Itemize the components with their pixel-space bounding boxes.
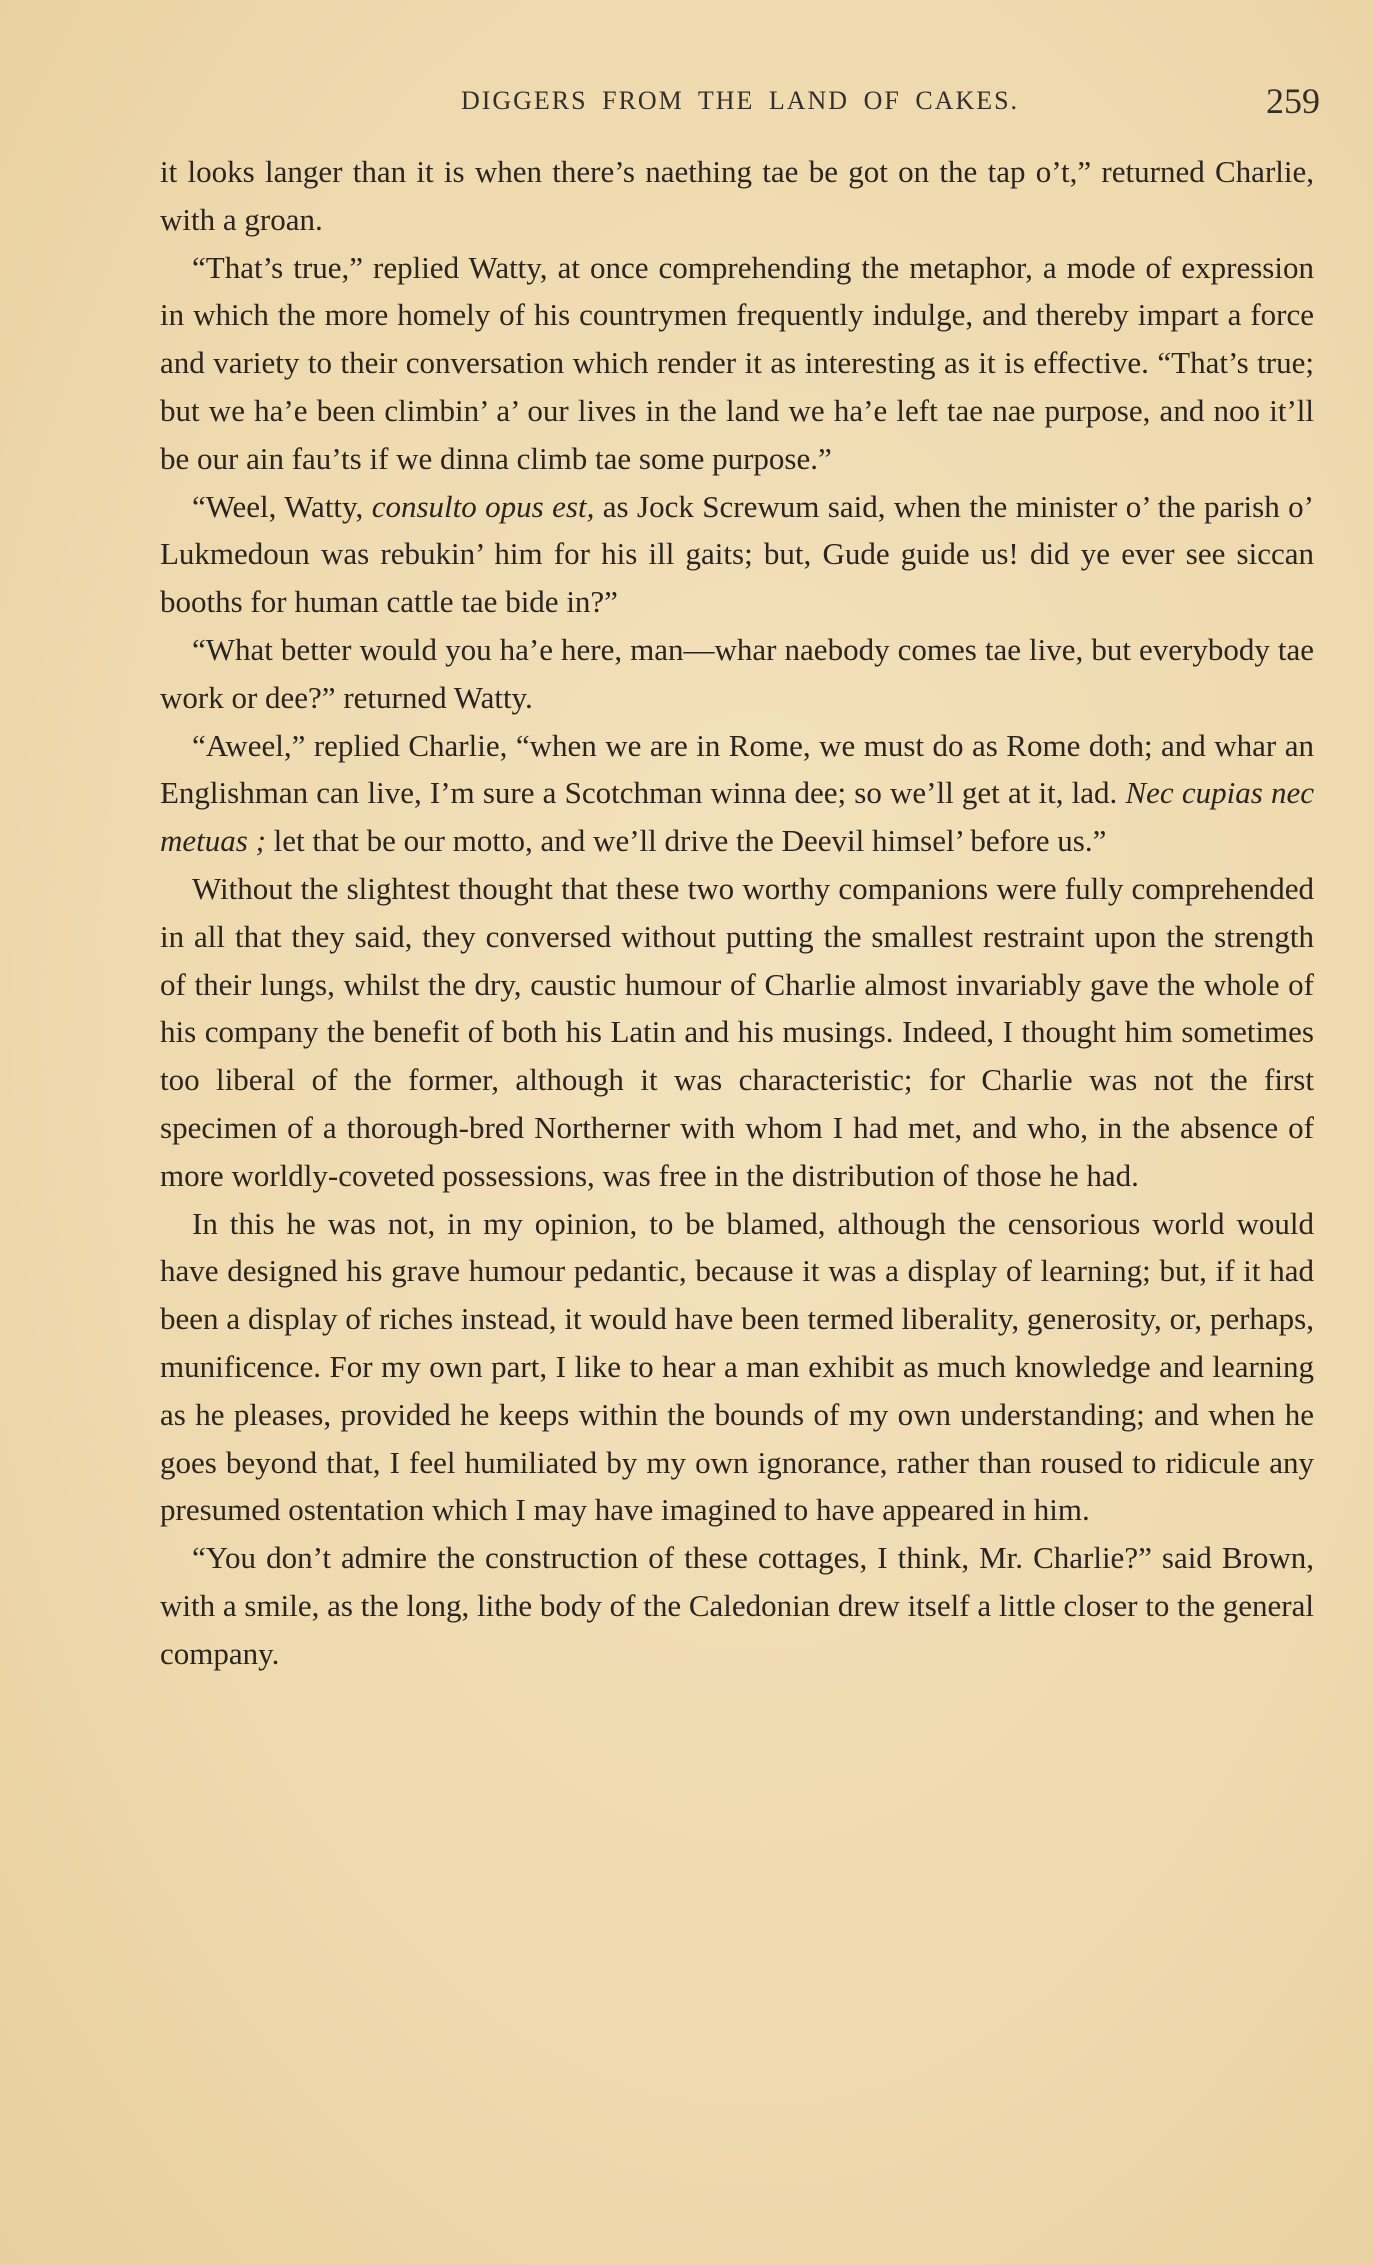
running-title: DIGGERS FROM THE LAND OF CAKES. xyxy=(460,86,1020,115)
paragraph: “You don’t admire the construction of these cottages, I think, Mr. Charlie?” said Brown, with a smile, as the long, lithe body of the Caledonian drew itself a little closer to the general company. xyxy=(160,1540,1314,1671)
body-text xyxy=(160,148,1314,1678)
paragraph xyxy=(160,722,1314,865)
paragraph: In this he was not, in my opinion, to be blamed, although the censorious world would have designed his grave humour pedantic, because it was a display of learning; but, if it had been a display of riches instead, it would have been termed liberality, generosity, or, perhaps, munificence. For my own part, I like to hear a man exhibit as much knowledge and learning as he pleases, provided he keeps within the bounds of my own understanding; and when he goes beyond that, I feel humiliated by my own ignorance, rather than roused to ridicule any presumed ostentation which I may have imagined to have appeared in him. xyxy=(160,1205,1314,1528)
page-header xyxy=(160,80,1320,130)
paragraph: “That’s true,” replied Watty, at once comprehending the metaphor, a mode of expression in which the more homely of his countrymen frequently indulge, and thereby impart a force and variety to their conversation which render it as interesting as it is effective. “That’s true; but we ha’e been climbin’ a’ our lives in the land we ha’e left tae nae purpose, and noo it’ll be our ain fau’ts if we dinna climb tae some purpose.” xyxy=(160,249,1314,476)
paragraph-text: as Jock Screwum said, when the minister o’ the parish o’ Lukmedoun was rebukin’ him for his ill gaits; but, Gude guide us! did ye ever see siccan booths for human cattle tae bide in?” xyxy=(160,488,1314,620)
paragraph: “What better would you ha’e here, man—whar naebody comes tae live, but everybody tae work or dee?” returned Watty. xyxy=(160,631,1314,715)
paragraph-text: let that be our motto, and we’ll drive the Deevil himsel’ before us.” xyxy=(265,823,1107,859)
latin-phrase: Nec cupias nec metuas ; xyxy=(160,775,1314,859)
page-number: 259 xyxy=(1266,81,1320,121)
paragraph-text: “Aweel,” replied Charlie, “when we are in Rome, we must do as Rome doth; and whar an Englishman can live, I’m sure a Scotchman winna dee; so we’ll get at it, lad. xyxy=(160,727,1314,811)
latin-phrase: consulto opus est, xyxy=(371,488,595,524)
paragraph: Without the slightest thought that these two worthy companions were fully comprehended in all that they said, they conversed without putting the smallest restraint upon the strength of their lungs, whilst the dry, caustic humour of Charlie almost invariably gave the whole of his company the benefit of both his Latin and his musings. Indeed, I thought him sometimes too liberal of the former, although it was characteristic; for Charlie was not the first specimen of a thorough-bred Northerner with whom I had met, and who, in the absence of more worldly-coveted possessions, was free in the distribution of those he had. xyxy=(160,870,1314,1193)
paragraph: it looks langer than it is when there’s naething tae be got on the tap o’t,” returned Charlie, with a groan. xyxy=(160,154,1314,237)
paragraph xyxy=(160,483,1314,626)
paragraph-text: “Weel, Watty, xyxy=(192,488,372,524)
